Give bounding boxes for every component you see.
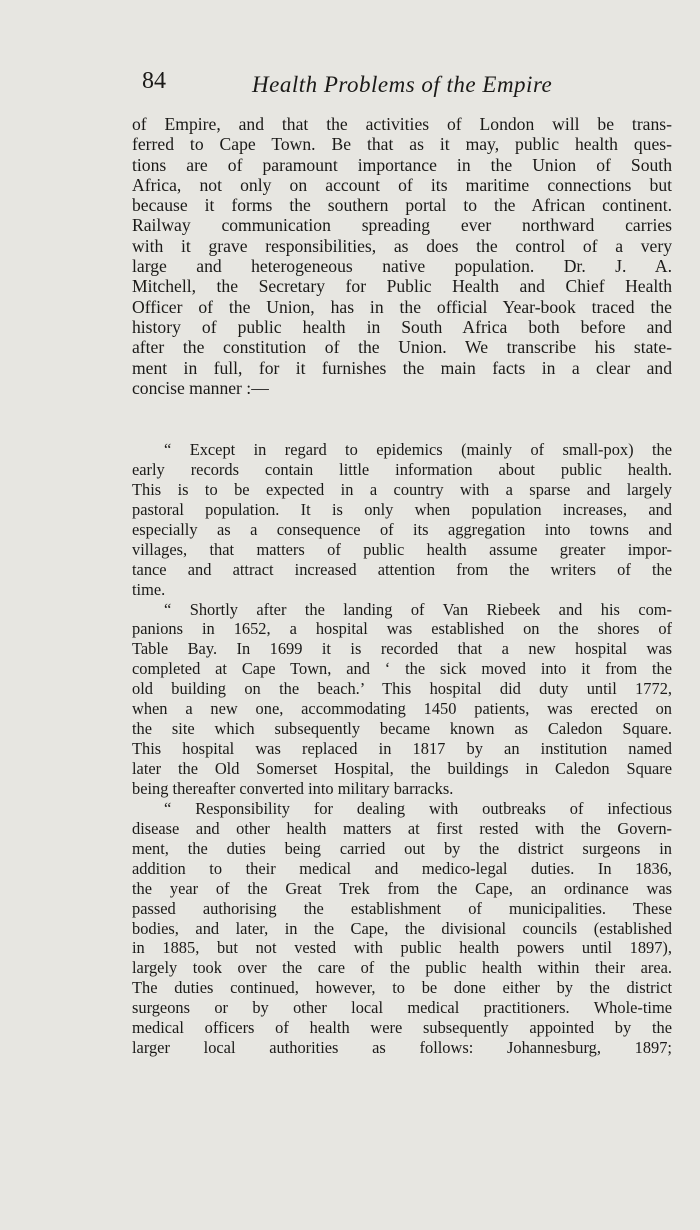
text-line: especially as a consequence of its aggregation into towns and (132, 519, 672, 539)
text-line: larger local authorities as follows: Johannesburg, 1897; (132, 1038, 672, 1058)
extract-paragraph (132, 600, 672, 799)
text-line: because it forms the southern portal to the African continent. (132, 195, 672, 216)
text-line: in 1885, but not vested with public health powers until 1897), (132, 938, 672, 958)
text-line: large and heterogeneous native population. Dr. J. A. (132, 256, 672, 277)
text-line: Railway communication spreading ever northward carries (132, 215, 672, 236)
text-line: old building on the beach.’ This hospital did duty until 1772, (132, 679, 672, 699)
text-line: when a new one, accommodating 1450 patients, was erected on (132, 699, 672, 719)
text-line: history of public health in South Africa both before and (132, 316, 672, 337)
running-head: Health Problems of the Empire (252, 72, 553, 97)
text-line: with it grave responsibilities, as does the control of a very (132, 235, 672, 256)
text-line: later the Old Somerset Hospital, the buildings in Caledon Square (132, 759, 672, 778)
text-line: “ Except in regard to epidemics (mainly of small-pox) the (164, 440, 672, 459)
intro-paragraph (132, 114, 672, 398)
text-line: largely took over the care of the public health within their area. (132, 958, 672, 978)
text-line: Officer of the Union, has in the official Year-book traced the (132, 296, 672, 317)
page-number: 84 (142, 68, 166, 94)
text-line: This is to be expected in a country with a sparse and largely (132, 479, 672, 499)
text-line: medical officers of health were subsequently appointed by the (132, 1018, 672, 1038)
text-line: pastoral population. It is only when population increases, and (132, 499, 672, 519)
extract-paragraph (132, 799, 672, 1058)
text-line: addition to their medical and medico-legal duties. In 1836, (132, 858, 672, 878)
text-line: Africa, not only on account of its maritime connections but (132, 174, 672, 195)
text-line: the site which subsequently became known as Caledon Square. (132, 719, 672, 739)
text-line: tions are of paramount importance in the Union of South (132, 154, 672, 175)
text-line: surgeons or by other local medical practitioners. Whole-time (132, 998, 672, 1018)
text-line: Table Bay. In 1699 it is recorded that a new hospital was (132, 639, 672, 659)
text-line: completed at Cape Town, and ‘ the sick moved into it from the (132, 659, 672, 679)
text-line: The duties continued, however, to be done either by the district (132, 978, 672, 998)
text-line: bodies, and later, in the Cape, the divisional councils (established (132, 918, 672, 938)
text-line: Mitchell, the Secretary for Public Health and Chief Health (132, 276, 672, 297)
text-line: panions in 1652, a hospital was established on the shores of (132, 619, 672, 639)
text-line: being thereafter converted into military barracks. (132, 778, 454, 798)
quoted-extract (132, 440, 672, 1058)
text-line: time. (132, 579, 166, 599)
text-line: ment, the duties being carried out by the district surgeons in (132, 838, 672, 858)
text-line: “ Responsibility for dealing with outbreaks of infectious (164, 798, 672, 818)
text-line: ferred to Cape Town. Be that as it may, public health ques- (132, 134, 672, 155)
text-line: concise manner :— (132, 377, 269, 398)
text-line: the year of the Great Trek from the Cape, an ordinance was (132, 878, 672, 898)
text-line: early records contain little information about public health. (132, 459, 672, 479)
text-line: after the constitution of the Union. We transcribe his state- (132, 337, 672, 358)
text-line: of Empire, and that the activities of London will be trans- (132, 114, 672, 134)
text-line: “ Shortly after the landing of Van Riebeek and his com- (164, 599, 672, 619)
text-line: This hospital was replaced in 1817 by an institution named (132, 739, 672, 759)
text-line: villages, that matters of public health assume greater impor- (132, 539, 672, 559)
text-line: passed authorising the establishment of municipalities. These (132, 898, 672, 918)
text-line: tance and attract increased attention from the writers of the (132, 559, 672, 579)
text-line: disease and other health matters at first rested with the Govern- (132, 818, 672, 838)
extract-paragraph (132, 440, 672, 600)
page-header (142, 68, 582, 108)
text-line: ment in full, for it furnishes the main facts in a clear and (132, 357, 672, 378)
